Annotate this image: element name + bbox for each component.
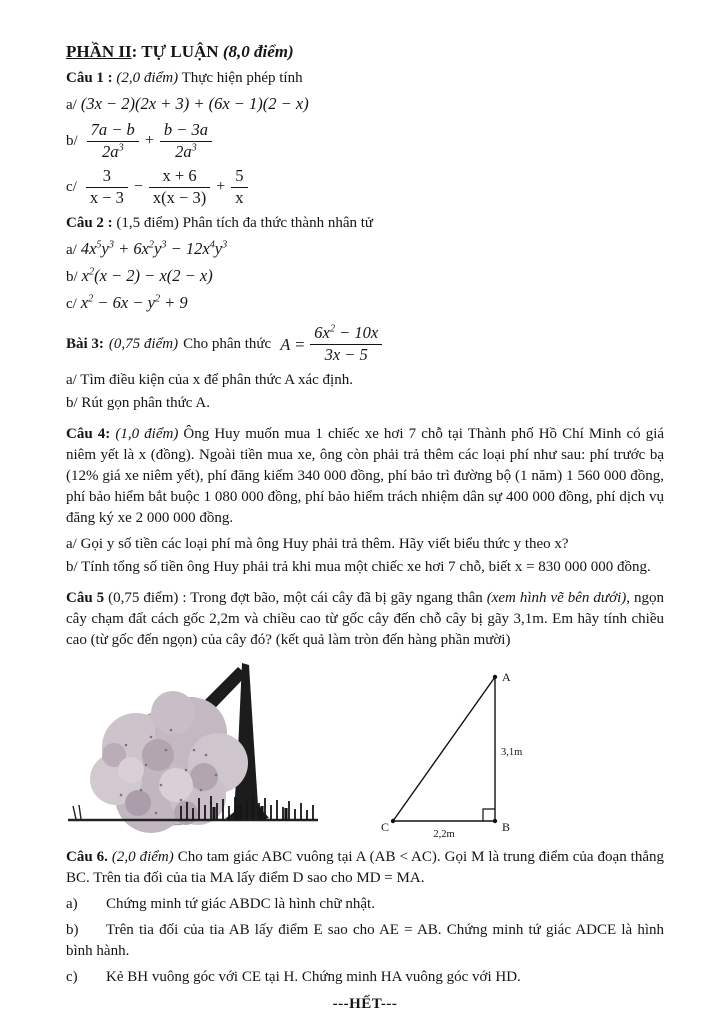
part-title: : TỰ LUẬN (131, 42, 223, 61)
item-text: Chứng minh tứ giác ABDC là hình chữ nhật. (106, 895, 375, 912)
cau6-text: Cho tam giác ABC vuông tại A (AB < AC). Gọi M là trung điểm của đoạn thẳng BC. Trên tia đối của tia MA lấy điểm D sao cho MD = MA. (66, 848, 665, 886)
bai3-title (66, 324, 664, 365)
cau1-item-b (66, 121, 664, 162)
item-label: a/ (66, 96, 77, 113)
end-marker: ---HẾT--- (332, 995, 398, 1012)
cau6-item-c (66, 967, 664, 988)
section-header (66, 40, 664, 64)
cau2-label: Câu 2 : (66, 214, 113, 231)
cau1-label: Câu 1 : (66, 69, 113, 86)
cau5-text1: Trong đợt bão, một cái cây đã bị gãy ngang thân (190, 589, 483, 606)
cau2-item-c (66, 291, 664, 315)
item-label: b/ (66, 268, 78, 285)
cau5-points: (0,75 điểm) : (108, 589, 187, 606)
bai3-points: (0,75 điểm) (108, 335, 179, 352)
cau2-item-a (66, 237, 664, 261)
cau6-points: (2,0 điểm) (111, 848, 174, 865)
formula: $4x^5y^3 + 6x^2y^3 - 12x^4y^3$ (80, 238, 228, 258)
fraction: $\frac{x + 6}{x(x - 3)}$ (149, 167, 210, 208)
cau4-text: Ông Huy muốn mua 1 chiếc xe hơi 7 chỗ tại Thành phố Hồ Chí Minh có giá niêm yết là x (đồng). Ngoài tiền mua xe, ông còn phải trả thêm các loại phí như sau: phí trước bạ (12% giá xe niêm yết), phí đăng kiểm 340 000 đồng, phí bảo trì đường bộ (1 năm) 1 560 000 đồng, phí bảo hiểm bắt buộc 1 080 000 đồng, phí bảo hiểm trách nhiệm dân sự 400 000 đồng, phí dịch vụ đăng ký xe 2 000 000 đồng. (66, 425, 665, 526)
fraction: $\frac{b - 3a}{2a^3}$ (160, 121, 212, 162)
cau6-body (66, 847, 664, 889)
right-angle-mark (483, 809, 495, 821)
grass-tuft (73, 805, 81, 819)
cau5-body (66, 588, 664, 651)
vertex-A-label: A (502, 669, 511, 684)
fraction: $\frac{3}{x - 3}$ (86, 167, 128, 208)
bai3-intro: Cho phân thức (183, 335, 272, 352)
side-CA (393, 677, 495, 821)
cau1-item-a (66, 92, 664, 116)
formula: $x^2 - 6x - y^2 + 9$ (80, 292, 188, 312)
cau2-title (66, 213, 664, 234)
bai3-item-b: b/ Rút gọn phân thức A. (66, 394, 210, 411)
formula-lhs: A = (280, 334, 306, 354)
cau5-figure (66, 655, 664, 845)
cau4-label: Câu 4: (66, 425, 111, 442)
bai3-label: Bài 3: (66, 335, 104, 352)
formula: (3x − 2)(2x + 3) + (6x − 1)(2 − x) (80, 93, 309, 113)
height-measurement-label: 3,1m (501, 746, 523, 758)
part-label: PHẦN II (66, 42, 132, 61)
cau4-item-b: b/ Tính tổng số tiền ông Huy phải trả khi mua một chiếc xe hơi 7 chỗ, biết x = 830 000 000 đồng. (66, 558, 651, 575)
cau5-text2: , ngọn cây chạm đất cách gốc 2,2m và chiều cao từ gốc cây đến chỗ cây bị gãy 3,1m. Em hãy tính chiều cao (từ gốc đến ngọn) của cây đó? (kết quả làm tròn đến hàng phần mười) (66, 589, 664, 648)
cau2-text: Phân tích đa thức thành nhân tử (182, 214, 374, 231)
plus-operator: + (216, 178, 226, 195)
vertex-C-dot (391, 818, 395, 822)
cau6-label: Câu 6. (66, 848, 108, 865)
item-label: c) (66, 968, 78, 985)
broken-tree-illustration (66, 655, 336, 845)
bai3-item-a: a/ Tìm điều kiện của x để phân thức A xác định. (66, 371, 353, 388)
cau2-item-b (66, 264, 664, 288)
fallen-foliage (90, 691, 248, 833)
cau4-body (66, 424, 664, 529)
cau2-points: (1,5 điểm) (116, 214, 179, 231)
right-triangle-diagram (381, 655, 541, 845)
item-label: a/ (66, 241, 77, 258)
vertex-C-label: C (381, 819, 390, 834)
cau4-points: (1,0 điểm) (115, 425, 179, 442)
minus-operator: − (133, 178, 143, 195)
vertex-A-dot (493, 674, 497, 678)
cau5-label: Câu 5 (66, 589, 105, 606)
vertex-B-label: B (502, 819, 511, 834)
item-label: a) (66, 895, 78, 912)
item-text: Trên tia đối của tia AB lấy điểm E sao cho AE = AB. Chứng minh tứ giác ADCE là hình bình hành. (66, 921, 664, 959)
fraction: $\frac{5}{x}$ (231, 167, 247, 208)
cau1-item-c (66, 167, 664, 208)
cau6-item-a (66, 894, 664, 915)
fraction: $\frac{6x^2 - 10x}{3x - 5}$ (310, 324, 382, 365)
part-points: (8,0 điểm) (222, 42, 294, 61)
vertex-B-dot (493, 818, 497, 822)
plus-operator: + (144, 132, 154, 150)
item-label: b) (66, 921, 79, 938)
cau1-text: Thực hiện phép tính (181, 69, 303, 86)
item-label: c/ (66, 295, 77, 312)
cau5-figure-ref: (xem hình vẽ bên dưới) (486, 589, 627, 606)
fraction: $\frac{7a - b}{2a^3}$ (87, 121, 139, 162)
base-measurement-label: 2,2m (433, 828, 455, 840)
cau6-item-b (66, 920, 664, 962)
cau1-points: (2,0 điểm) (116, 69, 179, 86)
item-text: Kẻ BH vuông góc với CE tại H. Chứng minh HA vuông góc với HD. (106, 968, 521, 985)
item-label: c/ (66, 178, 77, 195)
item-label: b/ (66, 132, 78, 149)
cau1-title (66, 68, 664, 89)
formula: $x^2(x - 2) - x(2 - x)$ (81, 265, 213, 285)
cau4-item-a: a/ Gọi y số tiền các loại phí mà ông Huy phải trả thêm. Hãy viết biểu thức y theo x? (66, 535, 569, 552)
